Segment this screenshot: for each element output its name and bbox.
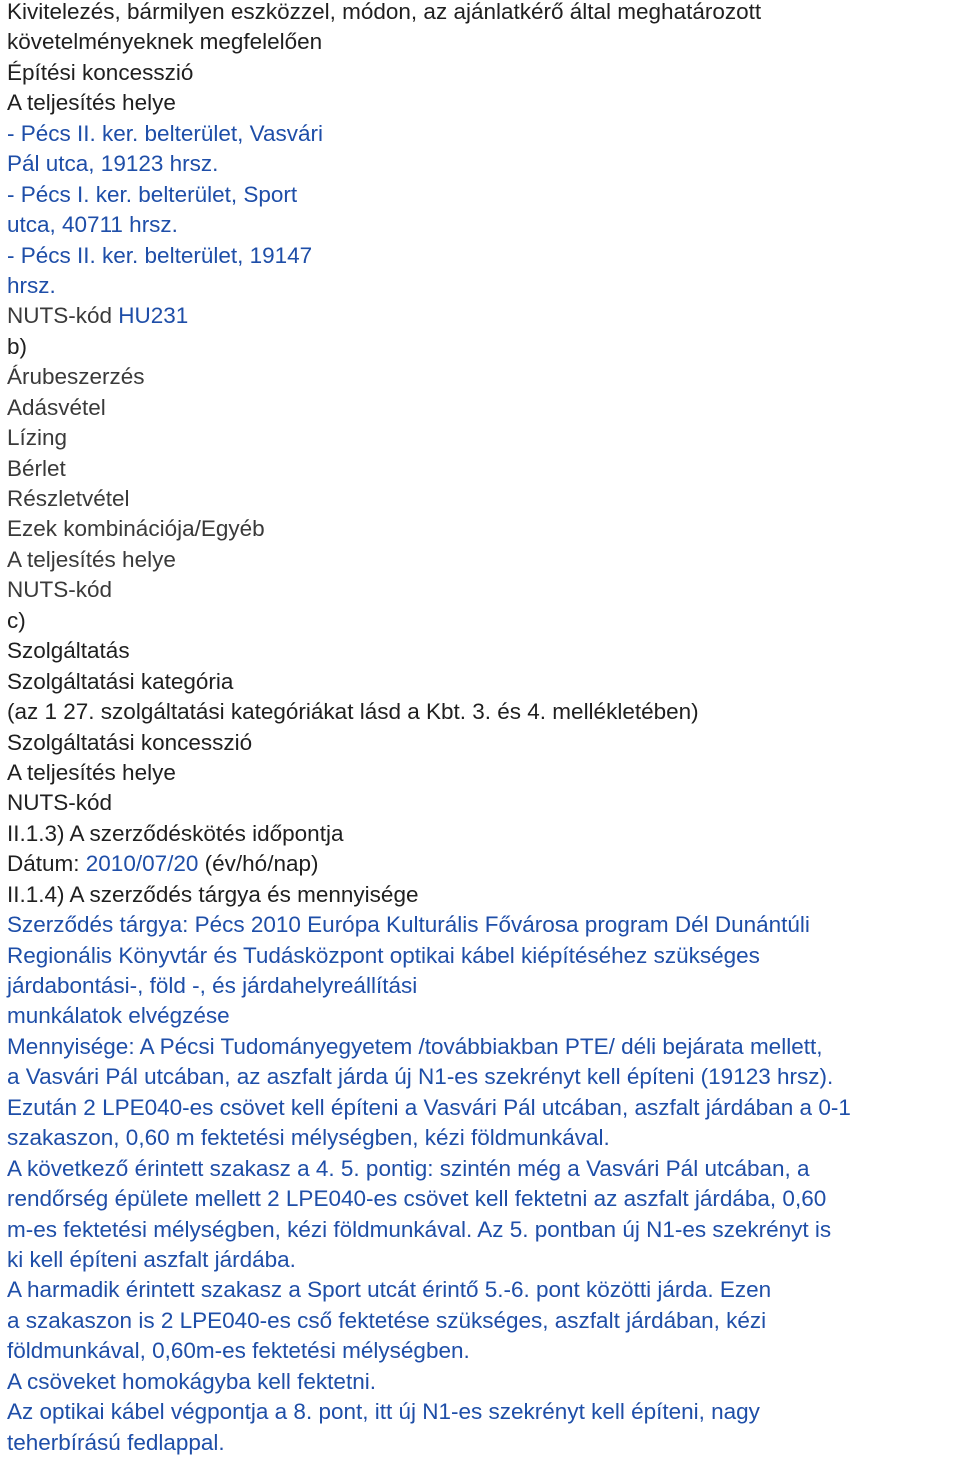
text-line <box>7 1367 957 1397</box>
text-run: - Pécs II. ker. belterület, Vasvári <box>7 120 323 146</box>
text-run: Dátum: <box>7 851 86 877</box>
text-line <box>7 758 957 788</box>
text-run: Az optikai kábel végpontja a 8. pont, itt új N1-es szekrényt kell építeni, nagy <box>7 1399 760 1425</box>
text-line <box>7 1397 957 1427</box>
text-line <box>7 1306 957 1336</box>
text-run: Adásvétel <box>7 394 106 420</box>
text-run: Árubeszerzés <box>7 364 145 390</box>
text-run: b) <box>7 333 28 359</box>
text-line <box>7 1184 957 1214</box>
text-run: hrsz. <box>7 272 56 298</box>
text-line <box>7 514 957 544</box>
text-line <box>7 910 957 940</box>
text-line <box>7 301 957 331</box>
text-line <box>7 1154 957 1184</box>
text-line <box>7 484 957 514</box>
text-run: - Pécs II. ker. belterület, 19147 <box>7 242 313 268</box>
text-line <box>7 971 957 1001</box>
text-run: Részletvétel <box>7 486 130 511</box>
text-run: A következő érintett szakasz a 4. 5. pontig: szintén még a Vasvári Pál utcában, a <box>7 1155 810 1181</box>
text-line <box>7 1032 957 1062</box>
text-run: követelményeknek megfelelően <box>7 29 323 55</box>
text-run: ki kell építeni aszfalt járdába. <box>7 1246 296 1272</box>
text-run: Szerződés tárgya: Pécs 2010 Európa Kulturális Fővárosa program Dél Dunántúli <box>7 912 810 938</box>
text-line <box>7 788 957 818</box>
text-line <box>7 210 957 240</box>
text-run: Építési koncesszió <box>7 59 194 85</box>
text-line <box>7 58 957 88</box>
text-run: m-es fektetési mélységben, kézi földmunkával. Az 5. pontban új N1-es szekrényt is <box>7 1216 832 1242</box>
text-line <box>7 575 957 605</box>
text-run: földmunkával, 0,60m-es fektetési mélységben. <box>7 1338 470 1364</box>
text-run: c) <box>7 607 26 633</box>
text-line <box>7 1001 957 1031</box>
text-line <box>7 1245 957 1275</box>
text-line <box>7 819 957 849</box>
text-run: (az 1 27. szolgáltatási kategóriákat lásd a Kbt. 3. és 4. mellékletében) <box>7 699 699 725</box>
text-line <box>7 454 957 484</box>
text-line <box>7 88 957 118</box>
text-line <box>7 362 957 392</box>
text-run: NUTS-kód <box>7 790 113 816</box>
text-line <box>7 545 957 575</box>
text-line <box>7 1275 957 1305</box>
text-line <box>7 423 957 453</box>
text-run: Kivitelezés, bármilyen eszközzel, módon, az ajánlatkérő által meghatározott <box>7 0 762 24</box>
text-run: Lízing <box>7 425 68 451</box>
text-line <box>7 606 957 636</box>
text-line <box>7 1062 957 1092</box>
document-body <box>7 0 957 1458</box>
text-run: 2010/07/20 <box>85 851 199 877</box>
text-run: A teljesítés helye <box>7 90 176 116</box>
text-run: NUTS-kód <box>7 577 113 603</box>
text-line <box>7 1428 957 1458</box>
text-line <box>7 667 957 697</box>
text-line <box>7 941 957 971</box>
text-line <box>7 149 957 179</box>
text-line <box>7 636 957 666</box>
text-run: (év/hó/nap) <box>198 851 319 877</box>
text-line <box>7 180 957 210</box>
text-line <box>7 880 957 910</box>
text-run: A harmadik érintett szakasz a Sport utcát érintő 5.-6. pont közötti járda. Ezen <box>7 1277 772 1303</box>
text-run: a szakaszon is 2 LPE040-es cső fektetése szükséges, aszfalt járdában, kézi <box>7 1307 767 1333</box>
text-line <box>7 697 957 727</box>
text-line <box>7 393 957 423</box>
text-line <box>7 271 957 301</box>
text-line <box>7 728 957 758</box>
text-run: a Vasvári Pál utcában, az aszfalt járda új N1-es szekrényt kell építeni (19123 hrsz). <box>7 1064 834 1090</box>
text-run: munkálatok elvégzése <box>7 1003 230 1029</box>
text-run: Szolgáltatás <box>7 638 130 664</box>
text-line <box>7 1215 957 1245</box>
text-run: NUTS-kód <box>7 303 119 329</box>
text-line <box>7 332 957 362</box>
text-run: Szolgáltatási kategória <box>7 668 234 694</box>
text-run: utca, 40711 hrsz. <box>7 212 178 238</box>
text-run: Mennyisége: A Pécsi Tudományegyetem /továbbiakban PTE/ déli bejárata mellett, <box>7 1033 823 1059</box>
text-run: Bérlet <box>7 455 66 481</box>
text-run: - Pécs I. ker. belterület, Sport <box>7 181 298 207</box>
text-line <box>7 1336 957 1366</box>
text-run: Szolgáltatási koncesszió <box>7 729 253 755</box>
text-line <box>7 1123 957 1153</box>
text-line <box>7 241 957 271</box>
text-line <box>7 119 957 149</box>
text-run: járdabontási-, föld -, és járdahelyreállítási <box>7 973 418 998</box>
text-run: II.1.3) A szerződéskötés időpontja <box>7 820 344 846</box>
text-line <box>7 0 957 27</box>
text-run: szakaszon, 0,60 m fektetési mélységben, kézi földmunkával. <box>7 1125 610 1151</box>
text-run: Regionális Könyvtár és Tudásközpont optikai kábel kiépítéséhez szükséges <box>7 942 760 968</box>
text-run: A teljesítés helye <box>7 546 176 572</box>
text-line <box>7 27 957 57</box>
text-run: II.1.4) A szerződés tárgya és mennyisége <box>7 881 419 907</box>
text-run: A csöveket homokágyba kell fektetni. <box>7 1368 376 1394</box>
text-run: HU231 <box>118 303 189 329</box>
text-line <box>7 849 957 879</box>
text-line <box>7 1093 957 1123</box>
text-run: Ezek kombinációja/Egyéb <box>7 516 265 542</box>
text-run: Pál utca, 19123 hrsz. <box>7 151 219 177</box>
text-run: teherbírású fedlappal. <box>7 1429 225 1455</box>
text-run: Ezután 2 LPE040-es csövet kell építeni a Vasvári Pál utcában, aszfalt járdában a 0-1 <box>7 1094 851 1120</box>
text-run: A teljesítés helye <box>7 759 176 785</box>
text-run: rendőrség épülete mellett 2 LPE040-es csövet kell fektetni az aszfalt járdába, 0,60 <box>7 1186 827 1212</box>
